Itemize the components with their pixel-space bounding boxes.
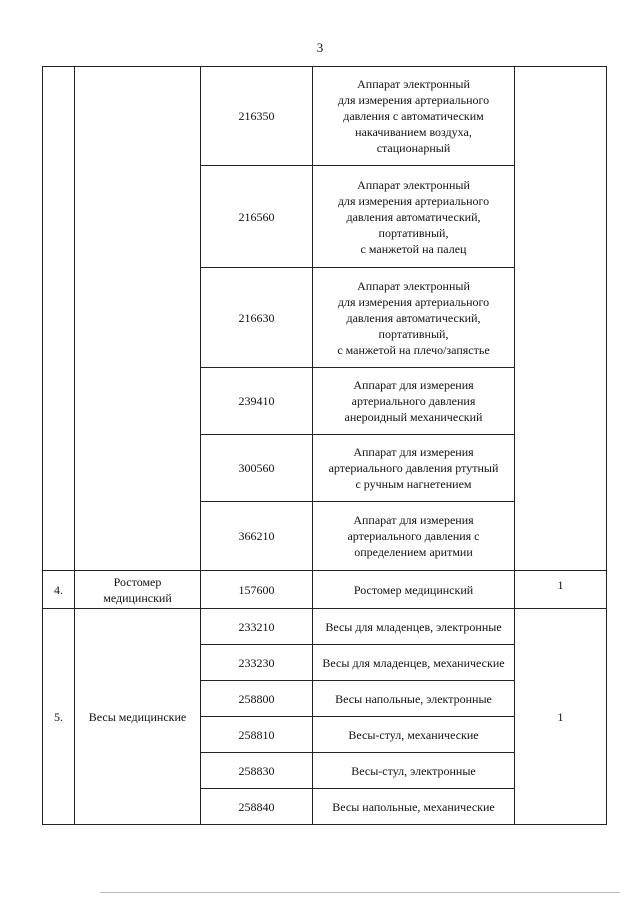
desc-cell: Аппарат для измерения артериального давления анероидный механический [313, 368, 515, 435]
qty-cell [515, 67, 607, 571]
equipment-table [42, 66, 607, 825]
desc-cell: Весы напольные, механические [313, 789, 515, 825]
desc-cell: Аппарат электронный для измерения артериального давления автоматический, портативный, с манжетой на плечо/запястье [313, 268, 515, 368]
desc-cell: Весы-стул, электронные [313, 753, 515, 789]
code-cell: 258830 [201, 753, 313, 789]
num-cell [43, 67, 75, 571]
table-row [43, 67, 607, 166]
code-cell: 216560 [201, 166, 313, 268]
desc-cell: Аппарат для измерения артериального давления с определением аритмии [313, 502, 515, 571]
desc-cell: Ростомер медицинский [313, 571, 515, 609]
desc-cell: Весы для младенцев, механические [313, 645, 515, 681]
table-row [43, 609, 607, 645]
name-cell: Ростомер медицинский [75, 571, 201, 609]
name-cell [75, 67, 201, 571]
table-row [43, 571, 607, 609]
bottom-divider [100, 892, 620, 893]
code-cell: 233210 [201, 609, 313, 645]
code-cell: 258800 [201, 681, 313, 717]
code-cell: 366210 [201, 502, 313, 571]
desc-cell: Аппарат для измерения артериального давления ртутный с ручным нагнетением [313, 435, 515, 502]
code-cell: 157600 [201, 571, 313, 609]
page-number: 3 [316, 40, 324, 55]
code-cell: 216630 [201, 268, 313, 368]
name-cell: Весы медицинские [75, 609, 201, 825]
num-cell: 5. [43, 609, 75, 825]
desc-cell: Весы напольные, электронные [313, 681, 515, 717]
qty-cell: 1 [515, 609, 607, 825]
code-cell: 239410 [201, 368, 313, 435]
code-cell: 233230 [201, 645, 313, 681]
qty-cell: 1 [515, 571, 607, 609]
desc-cell: Аппарат электронный для измерения артериального давления с автоматическим накачиванием воздуха, стационарный [313, 67, 515, 166]
desc-cell: Весы-стул, механические [313, 717, 515, 753]
desc-cell: Аппарат электронный для измерения артериального давления автоматический, портативный, с манжетой на палец [313, 166, 515, 268]
code-cell: 258810 [201, 717, 313, 753]
code-cell: 216350 [201, 67, 313, 166]
code-cell: 258840 [201, 789, 313, 825]
num-cell: 4. [43, 571, 75, 609]
code-cell: 300560 [201, 435, 313, 502]
desc-cell: Весы для младенцев, электронные [313, 609, 515, 645]
